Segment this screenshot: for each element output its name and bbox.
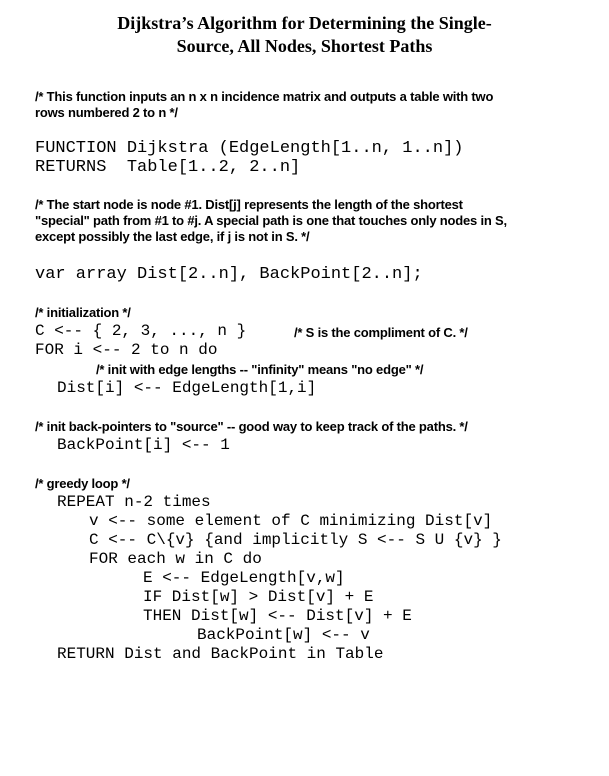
c-set-comment: /* S is the compliment of C. */ <box>294 325 468 340</box>
greedy-comment: /* greedy loop */ <box>35 476 130 491</box>
code-line: FOR each w in C do <box>89 550 262 568</box>
document-title-line-1: Dijkstra’s Algorithm for Determining the Single- <box>117 13 492 33</box>
code-line: RETURN Dist and BackPoint in Table <box>57 645 384 663</box>
document-title-line-2: Source, All Nodes, Shortest Paths <box>176 36 433 56</box>
backpoint-assignment: BackPoint[i] <-- 1 <box>57 436 230 454</box>
edge-length-comment: /* init with edge lengths -- "infinity" means "no edge" */ <box>96 362 424 377</box>
init-comment: /* initialization */ <box>35 305 131 320</box>
code-line: v <-- some element of C minimizing Dist[v] <box>89 512 493 530</box>
code-line: REPEAT n-2 times <box>57 493 211 511</box>
dist-assignment: Dist[i] <-- EdgeLength[1,i] <box>57 379 317 397</box>
code-line: E <-- EdgeLength[v,w] <box>143 569 345 587</box>
code-line: C <-- C\{v} {and implicitly S <-- S U {v} } <box>89 531 502 549</box>
intro-comment-line-1: /* This function inputs an n x n incidence matrix and outputs a table with two <box>35 89 494 104</box>
code-line: BackPoint[w] <-- v <box>197 626 370 644</box>
c-set-assignment: C <-- { 2, 3, ..., n } <box>35 322 247 340</box>
backpoint-comment: /* init back-pointers to "source" -- good way to keep track of the paths. */ <box>35 419 468 434</box>
start-comment-line-2: "special" path from #1 to #j. A special path is one that touches only nodes in S, <box>35 213 507 228</box>
var-declaration: var array Dist[2..n], BackPoint[2..n]; <box>35 265 423 284</box>
returns-line: RETURNS Table[1..2, 2..n] <box>35 158 301 177</box>
function-signature: FUNCTION Dijkstra (EdgeLength[1..n, 1..n]) <box>35 139 464 158</box>
start-comment-line-3: except possibly the last edge, if j is not in S. */ <box>35 229 310 244</box>
code-line: THEN Dist[w] <-- Dist[v] + E <box>143 607 412 625</box>
start-comment-line-1: /* The start node is node #1. Dist[j] represents the length of the shortest <box>35 197 463 212</box>
for-i-loop: FOR i <-- 2 to n do <box>35 341 218 359</box>
code-line: IF Dist[w] > Dist[v] + E <box>143 588 374 606</box>
intro-comment-line-2: rows numbered 2 to n */ <box>35 105 178 120</box>
